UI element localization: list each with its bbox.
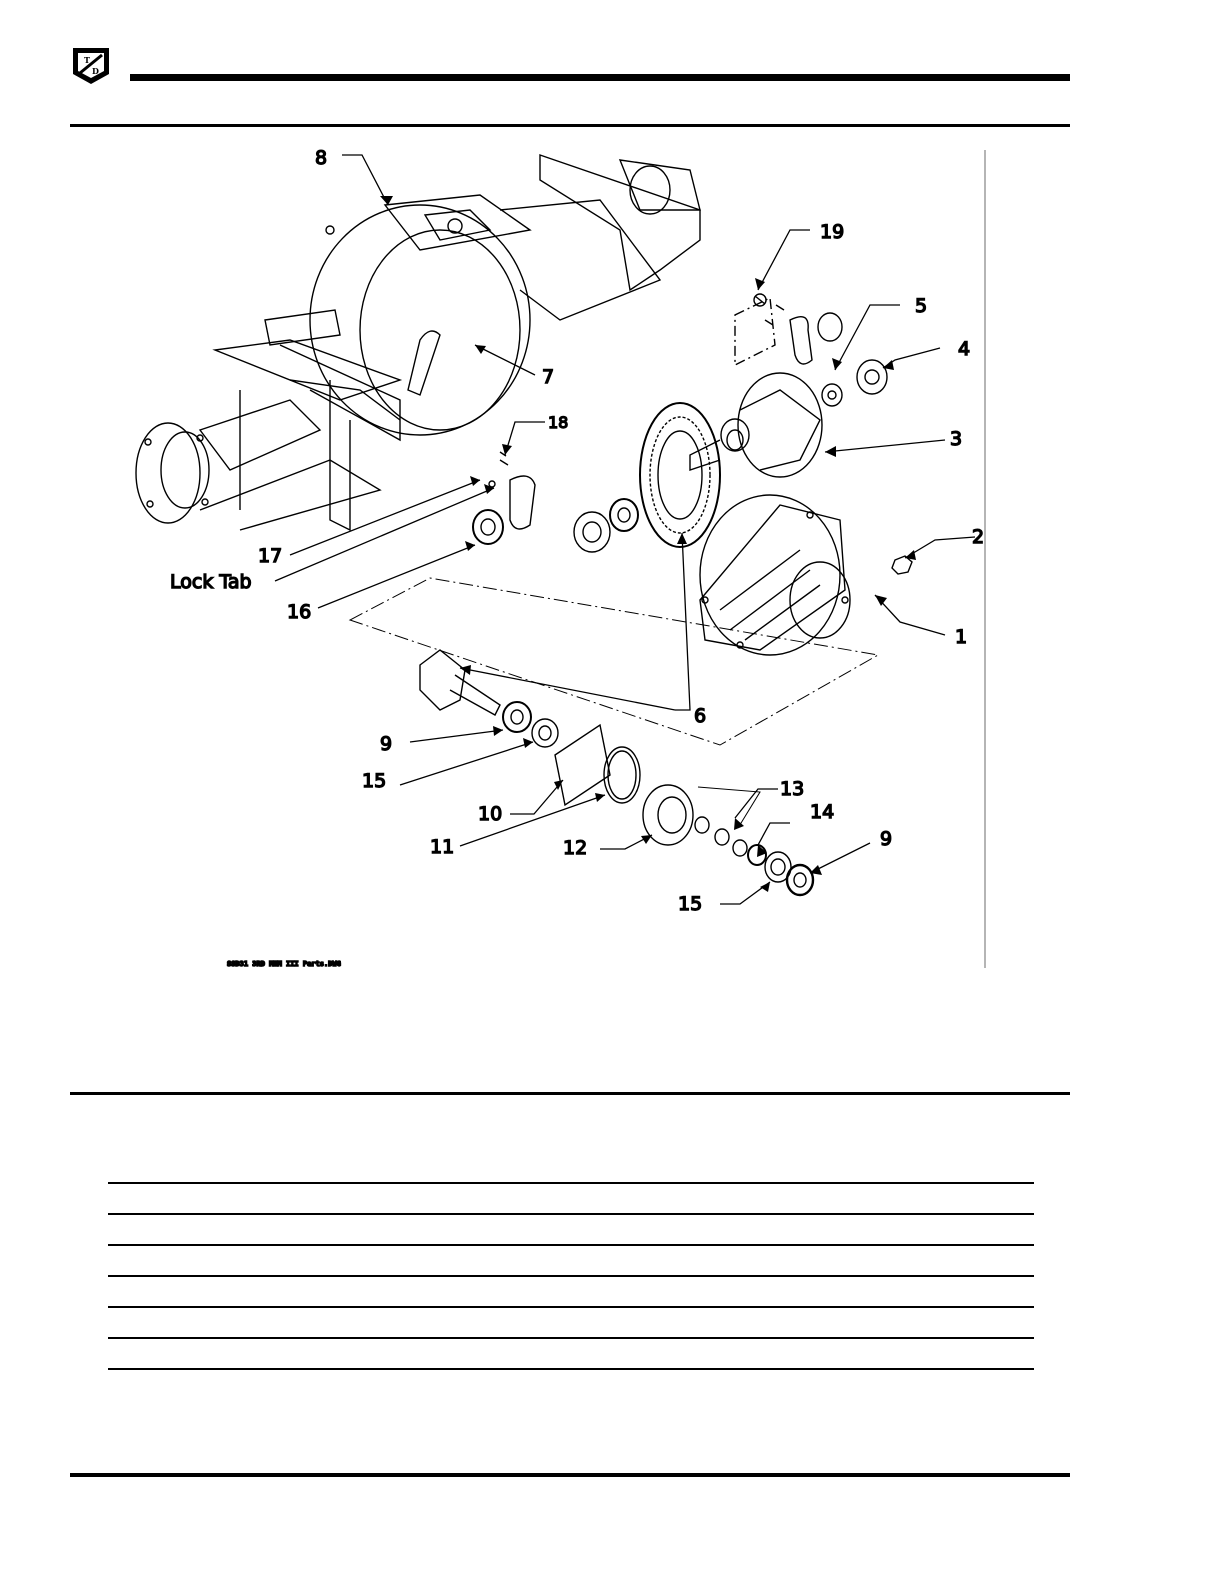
callout-10: 10 xyxy=(478,803,503,825)
drawing-file-caption: SSD31 3RD MEM III Parts.DWG xyxy=(227,960,341,968)
callout-16: 16 xyxy=(287,601,312,623)
rear-axle-exploded-diagram xyxy=(0,130,1224,980)
axle-housing xyxy=(136,155,700,530)
callout-18: 18 xyxy=(548,413,569,432)
callout-5: 5 xyxy=(915,295,928,317)
parts-table xyxy=(108,1182,1034,1370)
callout-9-lower: 9 xyxy=(880,828,893,850)
table-row xyxy=(108,1337,1034,1368)
callout-6: 6 xyxy=(694,705,707,727)
callout-13: 13 xyxy=(780,778,805,800)
table-row xyxy=(108,1275,1034,1306)
callout-1: 1 xyxy=(955,626,968,648)
svg-text:D: D xyxy=(92,66,99,76)
callout-7: 7 xyxy=(542,366,555,388)
callout-15-upper: 15 xyxy=(362,770,387,792)
callout-15-lower: 15 xyxy=(678,893,703,915)
footer-rule xyxy=(70,1473,1070,1477)
callout-8: 8 xyxy=(315,147,328,169)
table-row xyxy=(108,1182,1034,1213)
table-row xyxy=(108,1306,1034,1337)
callout-17: 17 xyxy=(258,545,283,567)
header-rule-thick xyxy=(130,74,1070,81)
carrier-housing xyxy=(700,495,850,655)
table-row xyxy=(108,1244,1034,1275)
section-rule xyxy=(70,1092,1070,1095)
header-rule-thin xyxy=(70,124,1070,127)
ring-gear xyxy=(640,403,720,547)
crest-logo-icon xyxy=(70,46,112,86)
table-row xyxy=(108,1368,1034,1370)
table-row xyxy=(108,1213,1034,1244)
bearing-cap-left xyxy=(473,452,535,544)
callout-14: 14 xyxy=(810,801,835,823)
callout-4: 4 xyxy=(958,338,971,360)
callout-19: 19 xyxy=(820,221,845,243)
callout-lock-tab: Lock Tab xyxy=(170,571,252,593)
callout-11: 11 xyxy=(430,836,455,858)
callout-2: 2 xyxy=(972,526,985,548)
callout-3: 3 xyxy=(950,428,963,450)
svg-text:T: T xyxy=(84,55,90,65)
callout-9-upper: 9 xyxy=(380,733,393,755)
callout-12: 12 xyxy=(563,837,588,859)
